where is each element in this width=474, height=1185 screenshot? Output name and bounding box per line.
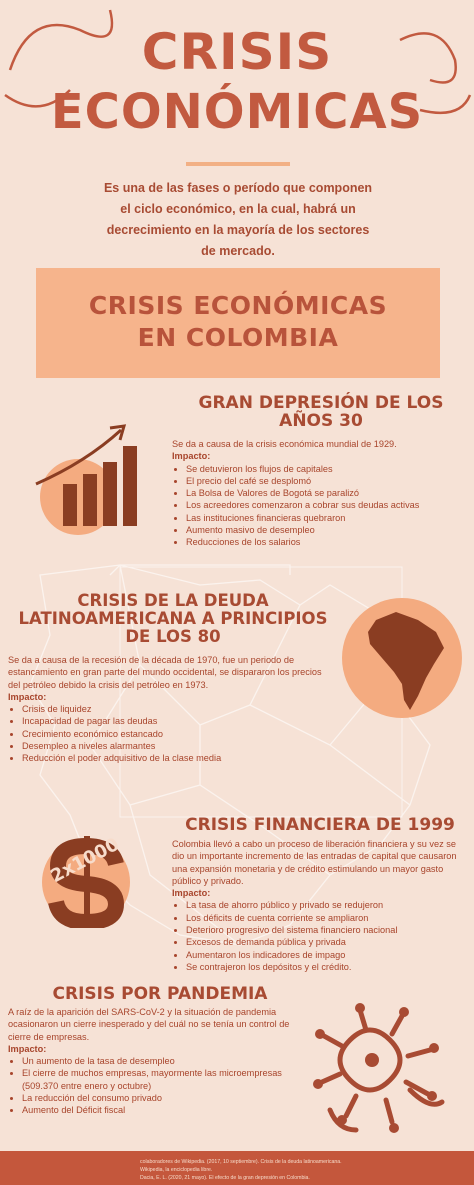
list-item: • Las instituciones financieras quebraron — [186, 512, 464, 524]
banner-line1: CRISIS ECONÓMICAS — [88, 291, 388, 320]
list-item: • Aumento del Déficit fiscal — [22, 1104, 310, 1116]
list-item: • Desempleo a niveles alarmantes — [22, 740, 336, 752]
list-item: • Aumentaron los indicadores de impago — [186, 949, 464, 961]
section3-title: CRISIS FINANCIERA DE 1999 — [185, 815, 455, 835]
section4-impact-list — [8, 1055, 310, 1116]
main-title-line2: ECONÓMICAS — [50, 84, 424, 140]
section1-impact-label: Impacto: — [172, 451, 211, 462]
list-item: • Los acreedores comenzaron a cobrar sus deudas activas — [186, 499, 464, 511]
list-item: • Aumento masivo de desempleo — [186, 524, 464, 536]
dollar-badge-text: 2x1000 — [47, 833, 123, 888]
section1-body — [172, 438, 464, 549]
list-item: • Reducciones de los salarios — [186, 536, 464, 548]
list-item: • Los déficits de cuenta corriente se ampliaron — [186, 912, 464, 924]
section2-body — [8, 654, 336, 765]
section2-title: CRISIS DE LA DEUDA LATINOAMERICANA A PRINCIPIOS DE LOS 80 — [18, 591, 328, 646]
list-item: • Incapacidad de pagar las deudas — [22, 715, 336, 727]
virus-icon — [310, 990, 460, 1146]
references — [140, 1158, 360, 1182]
reference-item: Dacia, E. L. (2020, 21 mayo). El efecto de la gran depresión en Colombia. — [140, 1175, 310, 1181]
section4-title: CRISIS POR PANDEMIA — [52, 984, 268, 1004]
list-item: • Crecimiento económico estancado — [22, 728, 336, 740]
list-item: • Reducción el poder adquisitivo de la clase media — [22, 752, 336, 764]
list-item: • Excesos de demanda pública y privada — [186, 936, 464, 948]
list-item: • El cierre de muchos empresas, mayormente las microempresas (509.370 entre enero y octubre) — [22, 1067, 310, 1092]
reference-item: colaboradores de Wikipedia. (2017, 10 septiembre). Crisis de la deuda latinoamericana. Wikipedia, la enciclopedia libre. — [140, 1159, 342, 1173]
list-item: • La reducción del consumo privado — [22, 1092, 310, 1104]
section3-body — [172, 838, 464, 973]
section1-text: Se da a causa de la crisis económica mundial de 1929. — [172, 439, 397, 449]
list-item: • La Bolsa de Valores de Bogotá se paralizó — [186, 487, 464, 499]
section3-impact-label: Impacto: — [172, 888, 211, 899]
title-divider — [186, 162, 290, 166]
south-america-icon — [338, 592, 468, 722]
list-item: • La tasa de ahorro público y privado se redujeron — [186, 899, 464, 911]
growth-chart-icon — [26, 422, 174, 537]
section2-impact-list — [8, 703, 336, 764]
banner-title — [36, 290, 440, 354]
list-item: • Crisis de liquidez — [22, 703, 336, 715]
list-item: • Se detuvieron los flujos de capitales — [186, 463, 464, 475]
list-item: • Se contrajeron los depósitos y el crédito. — [186, 961, 464, 973]
section4-text: A raíz de la aparición del SARS-CoV-2 y la situación de pandemia ocasionaron un cierre inesperado y del cuál no se tenía un control de cierre de empresas. — [8, 1007, 290, 1042]
section2-impact-label: Impacto: — [8, 691, 47, 702]
section3-text: Colombia llevó a cabo un proceso de liberación financiera y su vez se dio un importante incremento de las entradas de capital que causaron una expansión monetaria y de crédito estimulando un mayor gasto público y privado. — [172, 839, 457, 886]
banner-line2: EN COLOMBIA — [137, 323, 339, 352]
section3-impact-list — [172, 899, 464, 973]
list-item: • Un aumento de la tasa de desempleo — [22, 1055, 310, 1067]
main-title-line1: CRISIS — [141, 23, 333, 81]
list-item: • Deterioro progresivo del sistema financiero nacional — [186, 924, 464, 936]
intro-text: Es una de las fases o período que componen el ciclo económico, en la cual, habrá un decrecimiento en la mayoría de los sectores de mercado. — [103, 181, 373, 258]
section4-body — [8, 1006, 310, 1117]
section1-title: GRAN DEPRESIÓN DE LOS AÑOS 30 — [198, 393, 444, 431]
list-item: • El precio del café se desplomó — [186, 475, 464, 487]
section1-impact-list — [172, 463, 464, 549]
section4-impact-label: Impacto: — [8, 1043, 47, 1054]
section2-text: Se da a causa de la recesión de la década de 1970, fue un periodo de estancamiento en gran parte del mundo occidental, se dispararon los precios del petróleo debido la crisis del petróleo en 1973. — [8, 655, 322, 690]
